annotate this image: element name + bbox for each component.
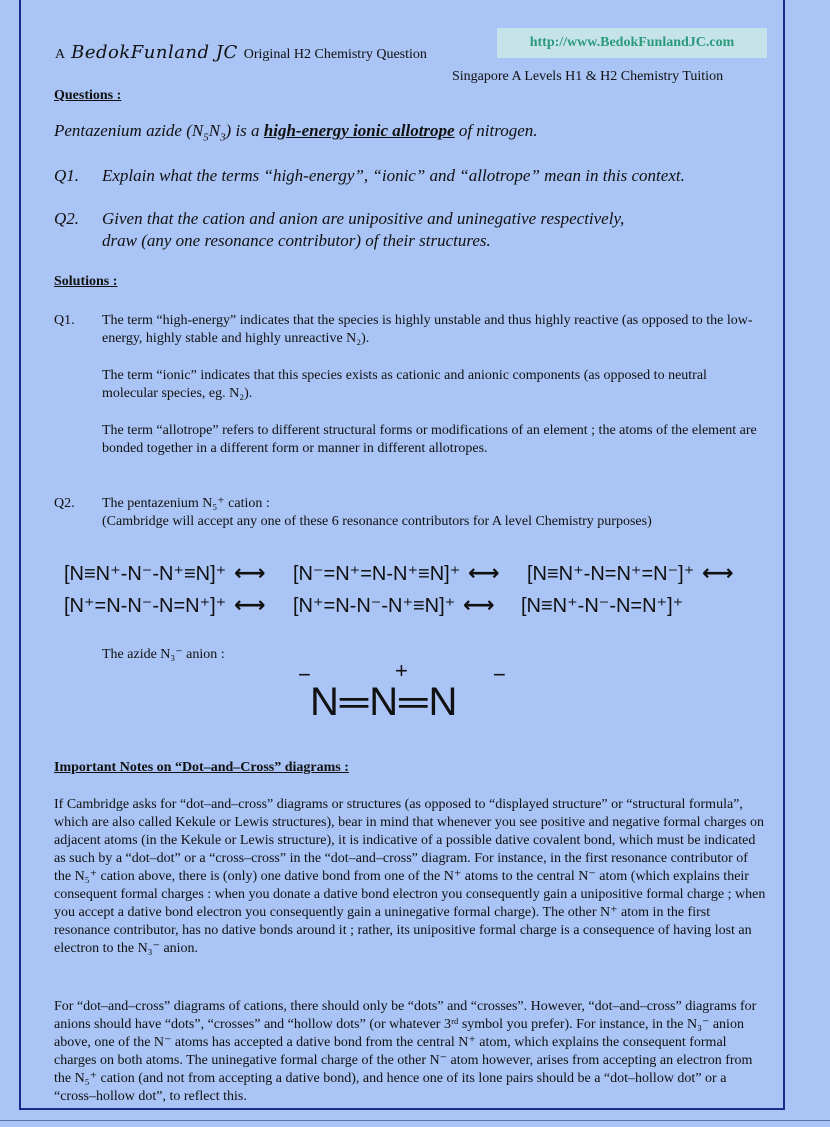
bottom-divider [0,1120,830,1121]
intro-text-end2: of nitrogen. [454,121,538,140]
azide-label: The azide N₃⁻ anion : [102,647,225,662]
header-prefix: A [55,47,66,62]
s2-line-1: The pentazenium N₅⁺ cation : [102,496,270,511]
resonance-contributor-5: [N⁺=N-N⁻-N⁺≡N]⁺ [293,595,456,617]
q1-number: Q1. [54,166,80,185]
s1-paragraph-2: The term “ionic” indicates that this species exists as cationic and anionic components (as opposed to neutral molecular species, eg. N₂). [102,368,707,401]
question-intro [54,121,538,143]
brand-logo-text: BedokFunland JC [71,42,238,63]
intro-text-end1: ) is a [225,121,264,140]
questions-heading: Questions : [54,88,122,103]
azide-structure: N═N═N [310,680,459,724]
notes-heading: Important Notes on “Dot–and–Cross” diagrams : [54,760,349,775]
resonance-arrow-icon: ⟷ [468,560,498,585]
s2-line-2: (Cambridge will accept any one of these 6 resonance contributors for A level Chemistry purposes) [102,514,652,529]
resonance-arrow-icon: ⟷ [234,592,264,617]
header-subtitle: Original H2 Chemistry Question [243,47,427,62]
notes-paragraph-2: For “dot–and–cross” diagrams of cations, there should only be “dots” and “crosses”. However, “dot–and–cross” diagrams for anions should have “dots”, “crosses” and “hollow dots” (or whatever 3ʳᵈ symbol you prefer). For instance, in the N₃⁻ anion above, one of the N⁻ atoms has accepted a dative bond from the central N⁺ atom, which explains the consequent formal charges on both atoms. The uninegative formal charge of the other N⁻ atom however, arises from accepting an electron from the N₅⁺ cation (and not from accepting a dative bond), and hence one of its lone pairs should be a “dot–hollow dot” or a “cross–hollow dot”, to reflect this. [54,999,757,1104]
s1-paragraph-1: The term “high-energy” indicates that the species is highly unstable and thus highly reactive (as opposed to the low-energy, highly stable and highly unreactive N₂). [102,313,753,346]
intro-highlight: high-energy ionic allotrope [263,121,455,140]
intro-sub-2: 3 [220,131,226,144]
intro-sub-1: 5 [203,131,209,144]
notes-paragraph-1: If Cambridge asks for “dot–and–cross” diagrams or structures (as opposed to “displayed structure” or “structural formula”, which are also called Kekule or Lewis structures), bear in mind that whenever you see positive and negative formal charges on adjacent atoms (in the Kekule or Lewis structure), it is indicative of a possible dative covalent bond, which must be indicated as such by a “dot–dot” or a “cross–cross” in the “dot–and–cross” diagram. For instance, in the first resonance contributor of the N₅⁺ cation above, there is (only) one dative bond from one of the N⁺ atoms to the central N⁻ atom (which explains their consequent formal charges : when you donate a dative bond electron you consequently gain a unipositive formal charge ; when you accept a dative bond electron you consequently gain a uninegative formal charge). The other N⁺ atom in the first resonance contributor, has no dative bonds around it ; rather, its unipositive formal charge is a consequence of having lost an electron to the N₃⁻ anion. [54,797,766,956]
tuition-tagline: Singapore A Levels H1 & H2 Chemistry Tuition [452,69,724,84]
resonance-arrow-icon: ⟷ [463,592,493,617]
resonance-contributor-1: [N≡N⁺-N⁻-N⁺≡N]⁺ [64,563,227,585]
s1-paragraph-3: The term “allotrope” refers to different structural forms or modifications of an element ; the atoms of the element are bonded together in a different form or manner in different allotropes. [102,423,757,456]
header-title [55,42,427,63]
intro-text-start: Pentazenium azide (N [54,121,204,140]
resonance-contributor-3: [N≡N⁺-N=N⁺=N⁻]⁺ [527,563,695,585]
resonance-arrow-icon: ⟷ [234,560,264,585]
resonance-contributor-6: [N≡N⁺-N⁻-N=N⁺]⁺ [521,595,684,617]
intro-text-mid: N [208,121,221,140]
q2-number: Q2. [54,209,80,228]
azide-charge-right: − [493,662,506,687]
s2-number: Q2. [54,496,75,511]
website-url[interactable]: http://www.BedokFunlandJC.com [497,28,767,58]
resonance-contributor-2: [N⁻=N⁺=N-N⁺≡N]⁺ [293,563,461,585]
s1-number: Q1. [54,313,75,328]
azide-charge-left: − [298,662,311,687]
solutions-heading: Solutions : [54,274,118,289]
q2-line-2: draw (any one resonance contributor) of their structures. [102,231,491,250]
resonance-contributor-4: [N⁺=N-N⁻-N=N⁺]⁺ [64,595,227,617]
resonance-arrow-icon: ⟷ [702,560,732,585]
q2-line-1: Given that the cation and anion are unipositive and uninegative respectively, [102,209,625,228]
azide-charge-mid: + [395,658,408,683]
q1-text: Explain what the terms “high-energy”, “ionic” and “allotrope” mean in this context. [102,166,685,185]
